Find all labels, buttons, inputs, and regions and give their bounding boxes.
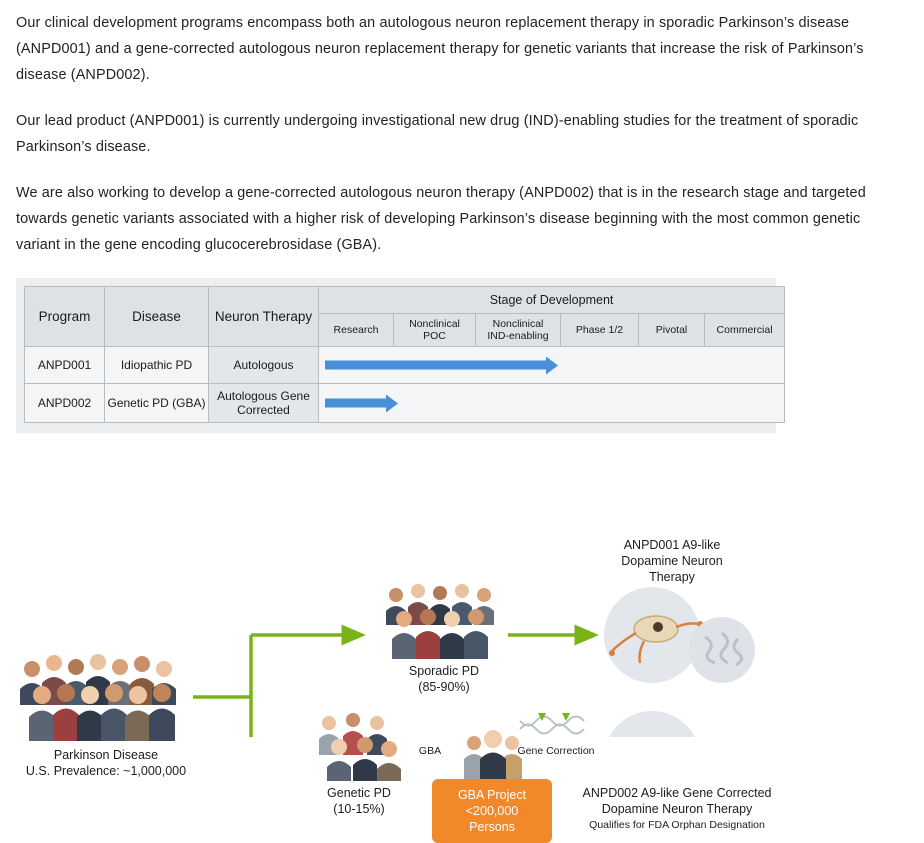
row-therapy-anpd002 [209,384,319,423]
sporadic-crowd-icon [380,579,510,659]
row-disease-anpd002: Genetic PD (GBA) [105,384,209,423]
header-stage-nonclinical-ind-line2: IND-enabling [487,330,549,342]
product-2-label [562,785,792,833]
document-body [8,0,916,258]
therapy-flow-diagram [8,437,924,834]
row-therapy-anpd002-line2: Corrected [237,403,290,417]
row-program-anpd002: ANPD002 [25,384,105,423]
header-program: Program [25,287,105,347]
gba-project-box [432,779,552,843]
gba-arrow-label: GBA [418,745,442,757]
population-label [16,747,196,779]
table-header-row-group [25,287,785,314]
population-title: Parkinson Disease [53,748,159,762]
header-disease: Disease [105,287,209,347]
product-1-line1: ANPD001 A9-like [623,538,721,552]
header-stage-nonclinical-poc-line2: POC [423,330,446,342]
row-program-anpd001: ANPD001 [25,347,105,384]
header-stage-nonclinical-poc [394,314,476,347]
product-2-line2: Dopamine Neuron Therapy [601,802,753,816]
row-disease-anpd001: Idiopathic PD [105,347,209,384]
paragraph-2: Our lead product (ANPD001) is currently undergoing investigational new drug (IND)-enabling studies for the treatment of sporadic Parkinson’s disease. [16,113,859,155]
product-1-label [602,537,742,585]
header-stage-of-development: Stage of Development [319,287,785,314]
product-2-line1: ANPD002 A9-like Gene Corrected [582,786,772,800]
genetic-name: Genetic PD [327,786,391,800]
product-1-line2: Dopamine Neuron [621,554,723,568]
header-stage-nonclinical-ind-line1: Nonclinical [492,318,544,330]
product-1-line3: Therapy [649,570,695,584]
table-row [25,384,785,423]
gba-project-line2: <200,000 Persons [465,804,519,834]
pipeline-table [24,286,785,423]
population-crowd-icon [18,649,194,741]
header-stage-research: Research [319,314,394,347]
gba-project-line1: GBA Project [457,788,527,802]
header-stage-pivotal: Pivotal [639,314,705,347]
sporadic-name: Sporadic PD [408,664,480,678]
header-stage-nonclinical-poc-line1: Nonclinical [409,318,460,330]
header-stage-commercial: Commercial [705,314,785,347]
row-therapy-anpd001: Autologous [209,347,319,384]
table-row [25,347,785,384]
gene-correction-arrow-label: Gene Correction [517,745,595,757]
paragraph-1: Our clinical development programs encompass both an autologous neuron replacement therapy in sporadic Parkinson’s disease (ANPD001) and a gene-corrected autologous neuron replacement therapy for genetic variants that increase the risk of Parkinson’s disease (ANPD002). [16,15,864,83]
product-2-note: Qualifies for FDA Orphan Designation [589,819,765,831]
row-progress-anpd002 [319,384,785,423]
header-neuron-therapy: Neuron Therapy [209,287,319,347]
header-stage-nonclinical-ind [476,314,561,347]
row-therapy-anpd002-line1: Autologous Gene [217,389,310,403]
population-subtitle: U.S. Prevalence: ~1,000,000 [25,764,187,778]
pipeline-table-container [16,278,776,433]
paragraph-3: We are also working to develop a gene-corrected autologous neuron therapy (ANPD002) that is in the research stage and targeted towards genetic variants associated with a higher risk of developing Parkinson’s disease beginning with the most common genetic variant in the gene encoding glucocerebrosidase (GBA). [16,185,866,253]
header-stage-phase-1-2: Phase 1/2 [561,314,639,347]
sporadic-percent: (85-90%) [418,680,470,694]
genetic-label [304,785,414,817]
genetic-percent: (10-15%) [333,802,385,816]
sporadic-label [378,663,510,695]
row-progress-anpd001 [319,347,785,384]
